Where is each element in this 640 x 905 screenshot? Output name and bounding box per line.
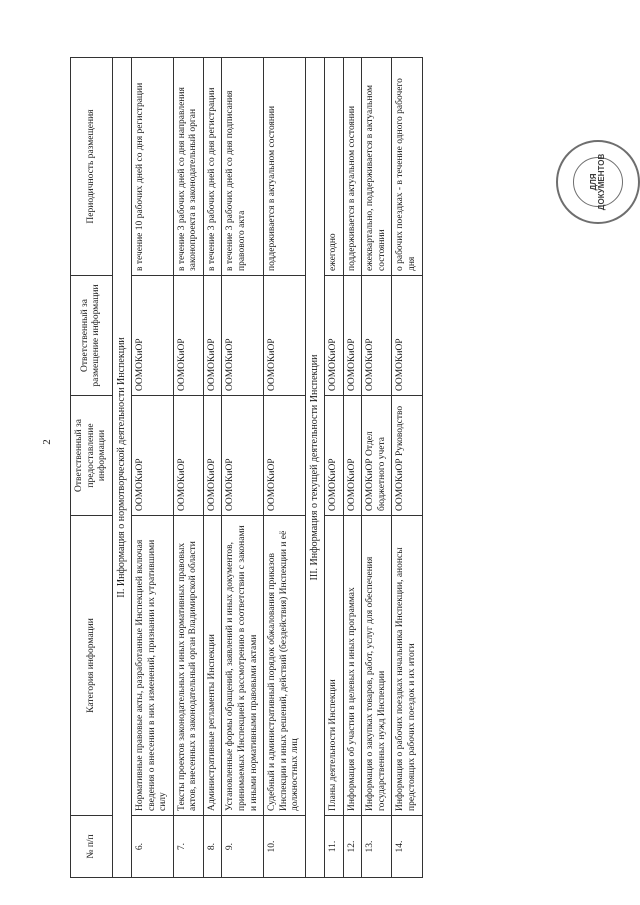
row-placement: ООМОКиОР [343,276,362,396]
table-row [343,58,362,878]
row-placement: ООМОКиОР [325,276,344,396]
official-stamp [556,140,640,224]
section-title: III. Информация о текущей деятельности Инспекции [305,58,324,878]
row-category: Судебный и административный порядок обжалования приказов Инспекции и иных решений, действий (бездействия) Инспекции и её должностных лиц [264,516,306,816]
row-frequency: ежеквартально, поддерживается в актуальном состоянии [362,58,392,276]
row-num: 7. [173,816,203,878]
row-placement: ООМОКиОР [222,276,264,396]
row-placement: ООМОКиОР [131,276,173,396]
row-num: 11. [325,816,344,878]
row-category: Информация о закупках товаров, работ, услуг для обеспечения государственных нужд Инспекции [362,516,392,816]
row-category: Тексты проектов законодательных и иных нормативных правовых актов, внесенных в законодательный орган Владимирской области [173,516,203,816]
row-category: Установленные формы обращений, заявлений и иных документов, принимаемых Инспекцией к рассмотрению в соответствии с законами и иными нормативными правовыми актами [222,516,264,816]
row-num: 13. [362,816,392,878]
header-provider: Ответственный за предоставление информации [71,396,113,516]
row-frequency: в течение 3 рабочих дней со дня направления законопроекта в законодательный орган [173,58,203,276]
row-frequency: в течение 3 рабочих дней со дня регистрации [203,58,222,276]
row-placement: ООМОКиОР [264,276,306,396]
table-row [362,58,392,878]
row-category: Информация о рабочих поездках начальника Инспекции, анонсы предстоящих рабочих поездок и их итоги [392,516,422,816]
row-num: 12. [343,816,362,878]
header-num: № п/п [71,816,113,878]
row-frequency: о рабочих поездках - в течение одного рабочего дня [392,58,422,276]
row-placement: ООМОКиОР [173,276,203,396]
table-row [264,58,306,878]
row-category: Административные регламенты Инспекции [203,516,222,816]
row-provider: ООМОКиОР [343,396,362,516]
header-category: Категория информации [71,516,113,816]
header-placement: Ответственный за размещение информации [71,276,113,396]
header-row [71,58,113,878]
row-num: 6. [131,816,173,878]
stamp-text: ДЛЯ ДОКУМЕНТОВ [573,157,623,207]
row-provider: ООМОКиОР [325,396,344,516]
page-number: 2 [40,439,53,445]
row-category: Информация об участии в целевых и иных программах [343,516,362,816]
row-provider: ООМОКиОР Отдел бюджетного учета [362,396,392,516]
row-num: 9. [222,816,264,878]
row-category: Нормативные правовые акты, разработанные Инспекцией включая сведения о внесении в них изменений, признании их утратившими силу [131,516,173,816]
table-row [203,58,222,878]
section-row [305,58,324,878]
row-num: 8. [203,816,222,878]
table-row [173,58,203,878]
row-num: 14. [392,816,422,878]
section-row [112,58,131,878]
row-frequency: поддерживается в актуальном состоянии [343,58,362,276]
table-row [392,58,422,878]
row-frequency: ежегодно [325,58,344,276]
row-provider: ООМОКиОР [264,396,306,516]
row-provider: ООМОКиОР [203,396,222,516]
row-num: 10. [264,816,306,878]
info-table [70,57,423,878]
row-category: Планы деятельности Инспекции [325,516,344,816]
table-row [222,58,264,878]
row-frequency: поддерживается в актуальном состоянии [264,58,306,276]
section-title: II. Информация о нормотворческой деятельности Инспекции [112,58,131,878]
row-provider: ООМОКиОР [131,396,173,516]
rotated-table-container [70,58,570,878]
row-placement: ООМОКиОР [392,276,422,396]
table-row [325,58,344,878]
row-placement: ООМОКиОР [362,276,392,396]
row-frequency: в течение 3 рабочих дней со дня подписания правового акта [222,58,264,276]
row-provider: ООМОКиОР [173,396,203,516]
row-frequency: в течение 10 рабочих дней со дня регистрации [131,58,173,276]
row-provider: ООМОКиОР Руководство [392,396,422,516]
row-placement: ООМОКиОР [203,276,222,396]
row-provider: ООМОКиОР [222,396,264,516]
table-row [131,58,173,878]
header-frequency: Периодичность размещения [71,58,113,276]
